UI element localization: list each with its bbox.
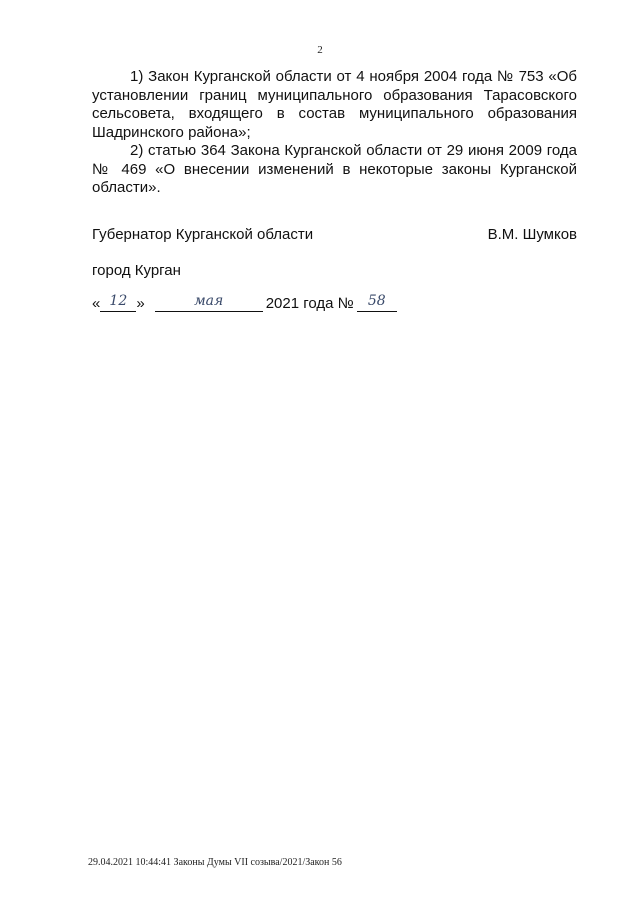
paragraph-item-1: 1) Закон Курганской области от 4 ноября 2004 года № 753 «Об установлении границ муниципального образования Тарасовского сельсовета, входящего в состав муниципального образования Шадринского района»; — [92, 68, 577, 141]
close-quote: » — [136, 295, 145, 312]
city-name: город Курган — [92, 262, 181, 279]
open-quote: « — [92, 295, 101, 312]
signatory-title: Губернатор Курганской области — [92, 226, 314, 243]
paragraph-item-2: 2) статью 364 Закона Курганской области от 29 июня 2009 года № 469 «О внесении изменений в некоторые законы Курганской области». — [92, 142, 577, 196]
signatory-name: В.М. Шумков — [487, 226, 577, 243]
signature-block — [92, 226, 577, 243]
handwritten-month: мая — [155, 294, 263, 312]
year-and-number-label: 2021 года № — [265, 295, 354, 312]
handwritten-law-number: 58 — [357, 294, 397, 312]
date-and-number-line — [92, 294, 397, 312]
document-footer: 29.04.2021 10:44:41 Законы Думы VII созыва/2021/Закон 56 — [88, 857, 342, 868]
law-body-text — [92, 68, 577, 198]
page-number: 2 — [317, 44, 323, 56]
handwritten-day: 12 — [100, 294, 136, 312]
